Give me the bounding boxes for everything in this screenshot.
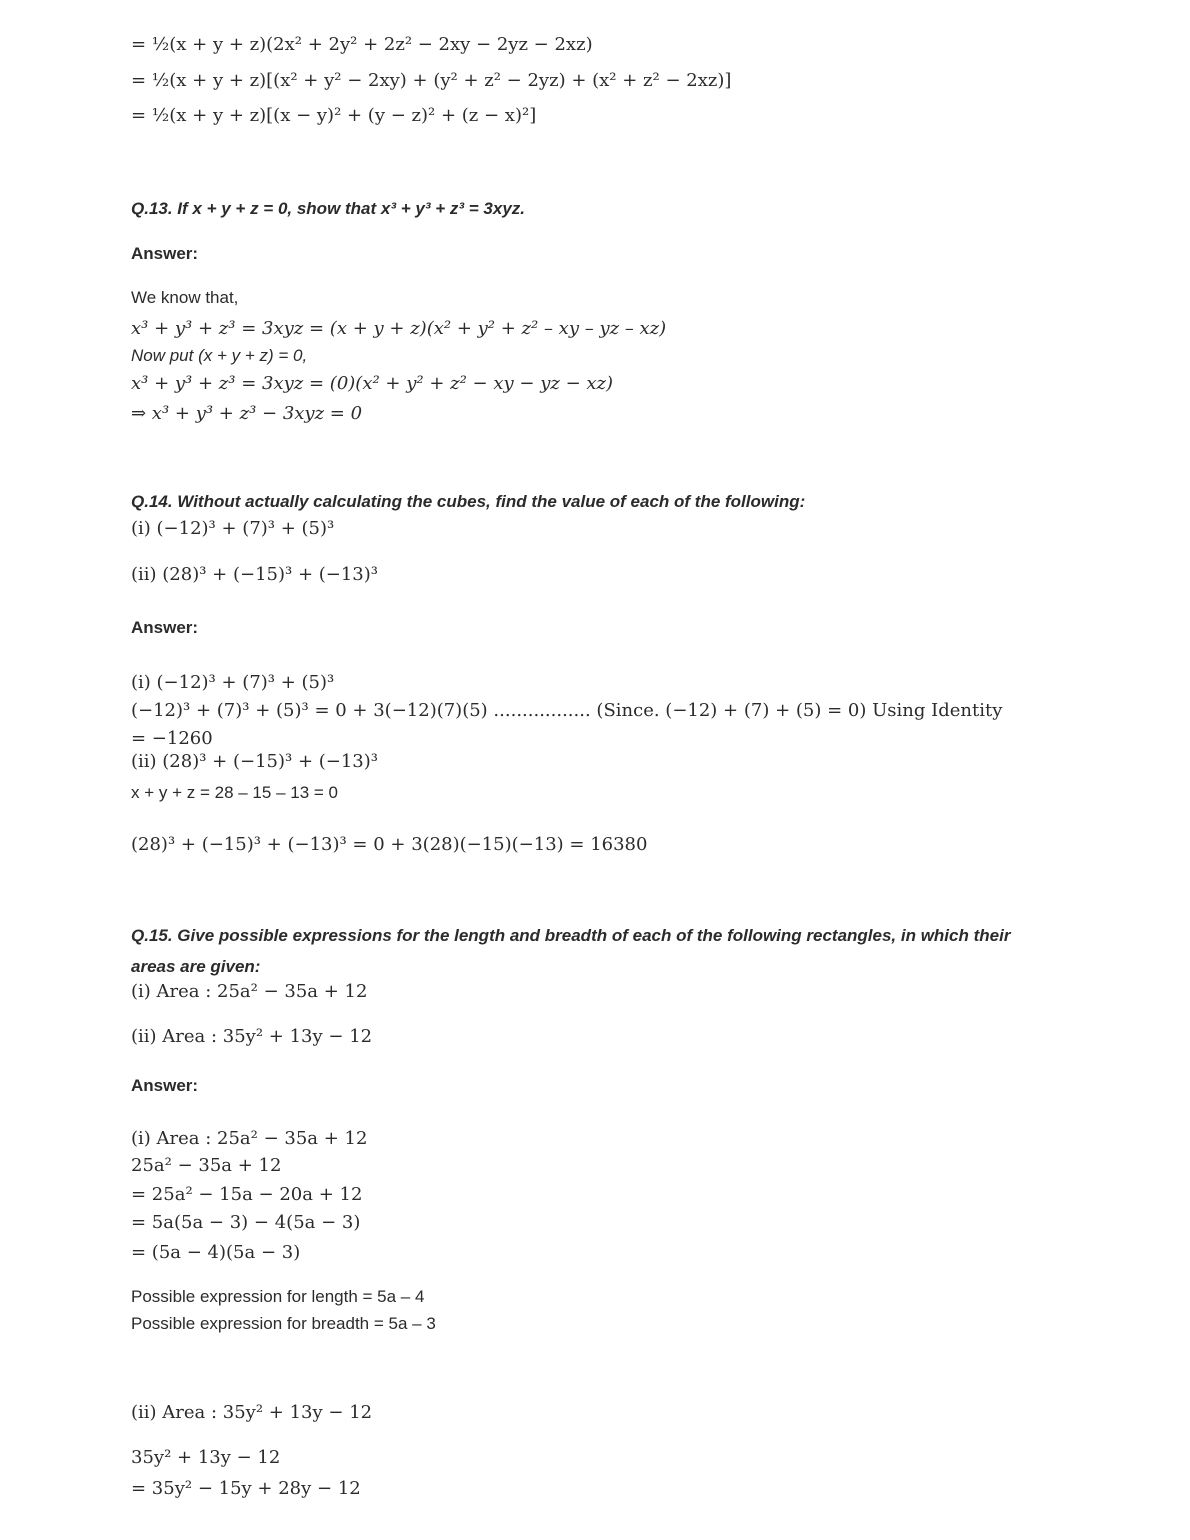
question-15-part-ii: (ii) Area : 35y² + 13y − 12 bbox=[131, 1026, 373, 1047]
answer-label: Answer: bbox=[131, 618, 199, 637]
text-line: We know that, bbox=[131, 288, 239, 307]
math-line: = 25a² − 15a − 20a + 12 bbox=[131, 1184, 363, 1205]
math-line: = 35y² − 15y + 28y − 12 bbox=[131, 1478, 361, 1499]
math-line: = −1260 bbox=[131, 728, 213, 749]
question-15: Q.15. Give possible expressions for the length and breadth of each of the following rectangles, in which their bbox=[131, 926, 1011, 945]
math-line: (−12)³ + (7)³ + (5)³ = 0 + 3(−12)(7)(5) ................. (Since. (−12) + (7) + (5) = 0) Using Identity bbox=[131, 700, 1003, 721]
math-line: = ½(x + y + z)[(x − y)² + (y − z)² + (z − x)²] bbox=[131, 105, 537, 126]
question-14-part-ii: (ii) (28)³ + (−15)³ + (−13)³ bbox=[131, 564, 378, 585]
text-line: x + y + z = 28 – 15 – 13 = 0 bbox=[131, 783, 338, 802]
length-expression: Possible expression for length = 5a – 4 bbox=[131, 1287, 425, 1306]
math-line: = (5a − 4)(5a − 3) bbox=[131, 1242, 301, 1263]
math-line: = ½(x + y + z)[(x² + y² − 2xy) + (y² + z² − 2yz) + (x² + z² − 2xz)] bbox=[131, 70, 732, 91]
question-13: Q.13. If x + y + z = 0, show that x³ + y³ + z³ = 3xyz. bbox=[131, 199, 525, 218]
math-line: 25a² − 35a + 12 bbox=[131, 1155, 282, 1176]
text-line: Now put (x + y + z) = 0, bbox=[131, 346, 308, 365]
math-line: (28)³ + (−15)³ + (−13)³ = 0 + 3(28)(−15)(−13) = 16380 bbox=[131, 834, 648, 855]
answer-label: Answer: bbox=[131, 1076, 199, 1095]
question-14-part-i: (i) (−12)³ + (7)³ + (5)³ bbox=[131, 518, 335, 539]
math-line: x³ + y³ + z³ = 3xyz = (x + y + z)(x² + y² + z² – xy – yz – xz) bbox=[131, 318, 667, 339]
math-line: = 5a(5a − 3) − 4(5a − 3) bbox=[131, 1212, 361, 1233]
math-line: (ii) Area : 35y² + 13y − 12 bbox=[131, 1402, 373, 1423]
math-line: 35y² + 13y − 12 bbox=[131, 1447, 281, 1468]
math-line: (i) (−12)³ + (7)³ + (5)³ bbox=[131, 672, 335, 693]
math-line: (ii) (28)³ + (−15)³ + (−13)³ bbox=[131, 751, 378, 772]
question-14: Q.14. Without actually calculating the cubes, find the value of each of the following: bbox=[131, 492, 806, 511]
math-line: x³ + y³ + z³ = 3xyz = (0)(x² + y² + z² − xy − yz − xz) bbox=[131, 373, 614, 394]
math-line: = ½(x + y + z)(2x² + 2y² + 2z² − 2xy − 2yz − 2xz) bbox=[131, 34, 593, 55]
breadth-expression: Possible expression for breadth = 5a – 3 bbox=[131, 1314, 436, 1333]
question-15-line2: areas are given: bbox=[131, 957, 261, 976]
answer-label: Answer: bbox=[131, 244, 199, 263]
math-line: (i) Area : 25a² − 35a + 12 bbox=[131, 1128, 368, 1149]
question-15-part-i: (i) Area : 25a² − 35a + 12 bbox=[131, 981, 368, 1002]
math-line: ⇒ x³ + y³ + z³ − 3xyz = 0 bbox=[131, 403, 363, 424]
